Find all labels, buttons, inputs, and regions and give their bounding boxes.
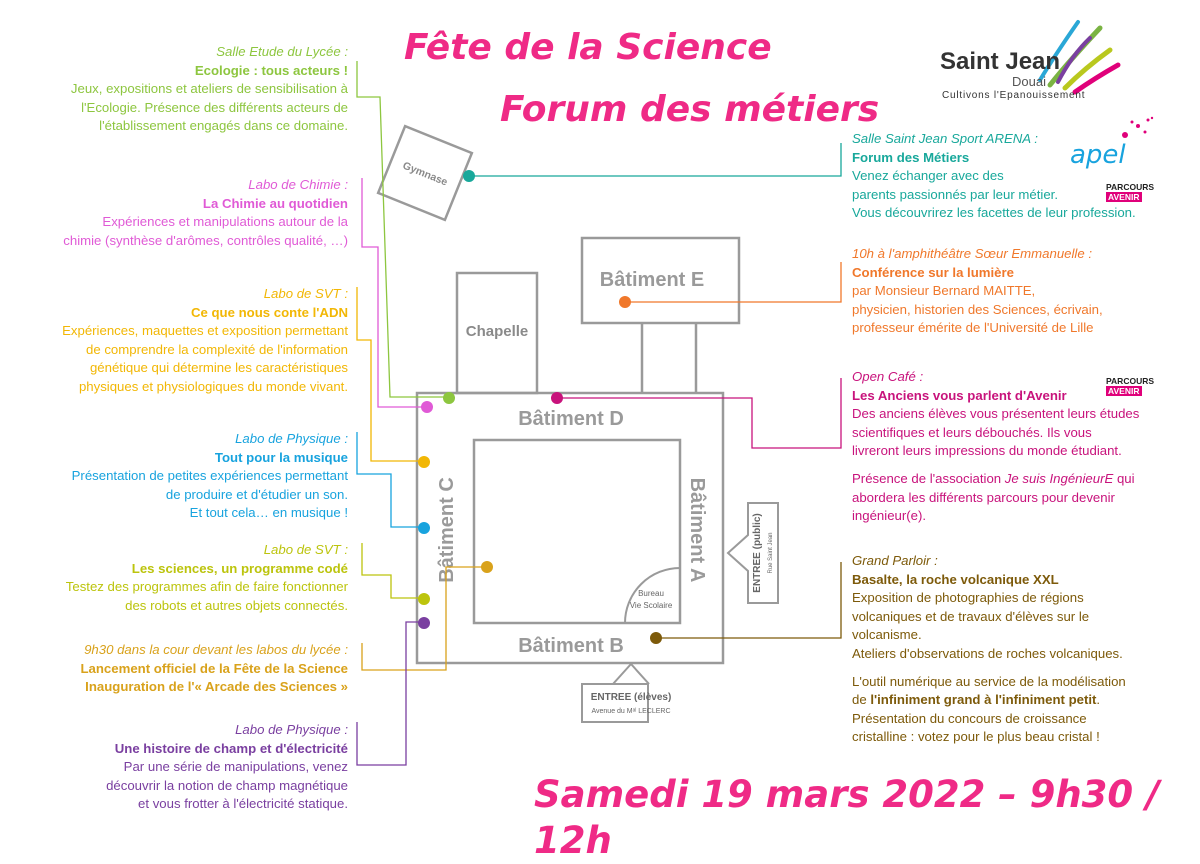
marker-forum (463, 170, 475, 182)
block-physique-champ-title: Une histoire de champ et d'électricité (114, 740, 348, 756)
block-physique-musique (72, 430, 348, 523)
connector-forum (469, 143, 841, 176)
connector-chimie (362, 178, 427, 407)
block-svt-adn-location: Labo de SVT : (263, 286, 348, 301)
block-conference-line: professeur émérite de l'Université de Lille (852, 320, 1094, 336)
marker-svt-adn (418, 456, 430, 468)
saint-jean-logo-name: Saint Jean (940, 48, 1061, 75)
block-svt-code-line: des robots et autres objets connectés. (125, 597, 348, 613)
block-ecologie-line: l'établissement engagés dans ce domaine. (99, 118, 348, 134)
block-open-cafe-location: Open Café : (852, 369, 924, 384)
block-svt-adn-title: Ce que nous conte l'ADN (190, 304, 348, 320)
block-ecologie (71, 43, 348, 136)
parcours-line2: AVENIR (1108, 192, 1140, 202)
date-banner: Samedi 19 mars 2022 – 9h30 / 12h (534, 773, 1160, 862)
block-chimie-line: Expériences et manipulations autour de la (102, 214, 348, 230)
block-ecologie-title: Ecologie : tous acteurs ! (194, 62, 348, 78)
chapelle-label: Chapelle (465, 323, 529, 340)
connector-physique-musique (357, 432, 423, 527)
block-conference-line: par Monsieur Bernard MAITTE, (852, 283, 1036, 299)
gymnase-label: Gymnase (400, 159, 450, 189)
marker-lancement (481, 561, 493, 573)
entree-eleves-label: ENTREE (élèves) (590, 692, 672, 703)
saint-jean-logo-tagline: Cultivons l'Epanouissement (942, 90, 1086, 101)
block-basalte-line: Présentation du concours de croissance (852, 710, 1087, 726)
block-open-cafe-line: ingénieur(e). (852, 508, 927, 524)
marker-basalte (650, 632, 662, 644)
block-basalte-line: Exposition de photographies de régions (852, 590, 1084, 606)
entree-public-label: ENTREE (public) (752, 513, 763, 593)
block-basalte-line: L'outil numérique au service de la modélisation (852, 673, 1126, 689)
parcours-line1-b: PARCOURS (1106, 376, 1155, 386)
block-chimie (63, 176, 348, 250)
bureau-label-1: Bureau (638, 589, 664, 598)
gymnase-building (378, 126, 472, 220)
block-basalte-line: volcanisme. (852, 627, 922, 643)
rue-label: Rue Saint Jean (768, 532, 774, 574)
marker-svt-code (418, 593, 430, 605)
marker-physique-champ (418, 617, 430, 629)
block-svt-adn-line: Expériences, maquettes et exposition permettant (62, 323, 348, 339)
block-forum-line: parents passionnés par leur métier. (852, 186, 1058, 202)
block-physique-champ-line: Par une série de manipulations, venez (123, 759, 348, 775)
block-basalte-location: Grand Parloir : (852, 553, 938, 568)
block-conference-title: Conférence sur la lumière (852, 264, 1014, 280)
block-basalte-line: volcaniques et de travaux d'élèves sur le (852, 608, 1090, 624)
block-open-cafe-line: abordera les différents parcours pour devenir (852, 489, 1115, 505)
block-chimie-title: La Chimie au quotidien (202, 195, 348, 211)
block-svt-adn-line: physiques et physiologiques du monde vivant. (78, 378, 348, 394)
parcours-line1: PARCOURS (1106, 182, 1155, 192)
block-physique-champ-line: et vous frotter à l'électricité statique. (138, 796, 348, 812)
block-lancement-title: Lancement officiel de la Fête de la Science (80, 660, 348, 676)
marker-chimie (421, 401, 433, 413)
block-svt-adn-line: de comprendre la complexité de l'information (85, 341, 348, 357)
block-forum-location: Salle Saint Jean Sport ARENA : (852, 131, 1038, 146)
block-basalte (852, 552, 1126, 747)
block-forum (852, 130, 1136, 223)
block-svt-code-location: Labo de SVT : (263, 542, 348, 557)
block-conference (852, 245, 1103, 338)
marker-physique-musique (418, 522, 430, 534)
infiniment-bold: l'infiniment grand à l'infiniment petit (870, 692, 1097, 708)
extra-pre: Présence de l'association (852, 470, 1005, 486)
block-physique-musique-title: Tout pour la musique (214, 449, 348, 465)
extra-post: qui (1113, 470, 1135, 486)
block-physique-musique-line: de produire et d'étudier un son. (165, 486, 348, 502)
bureau-label-2: Vie Scolaire (629, 601, 673, 610)
parcours-line2-b: AVENIR (1108, 386, 1140, 396)
block-chimie-location: Labo de Chimie : (248, 177, 348, 192)
main-title-line2: Forum des métiers (500, 89, 880, 130)
block-lancement-line: Inauguration de l'« Arcade des Sciences » (85, 679, 348, 695)
block-ecologie-line: l'Ecologie. Présence des différents acteurs de (81, 99, 348, 115)
marker-open-cafe (551, 392, 563, 404)
entree-eleves-arrow (582, 664, 671, 722)
extra-pre: de (852, 692, 871, 708)
block-svt-code-line: Testez des programmes afin de faire fonctionner (65, 579, 348, 595)
block-open-cafe (852, 368, 1139, 526)
block-open-cafe-line: livreront leurs impressions du monde étudiant. (852, 443, 1122, 459)
je-suis-ingenieure: Je suis IngénieurE (1004, 470, 1114, 486)
block-forum-line: Venez échanger avec des (852, 168, 1004, 184)
block-basalte-line: cristalline : votez pour le plus beau cristal ! (852, 729, 1100, 745)
block-basalte-extra (852, 691, 1126, 710)
block-physique-musique-line: Et tout cela… en musique ! (189, 505, 348, 521)
batiment-e-label: Bâtiment E (599, 269, 705, 291)
block-physique-musique-location: Labo de Physique : (235, 431, 348, 446)
saint-jean-logo-city: Douai (1012, 74, 1046, 89)
block-open-cafe-extra (852, 470, 1139, 489)
connector-physique-champ (357, 622, 423, 765)
entree-public-arrow (728, 503, 778, 603)
extra-post: . (1096, 692, 1101, 708)
block-chimie-line: chimie (synthèse d'arômes, contrôles qualité, …) (63, 232, 348, 248)
batiment-a-label: Bâtiment A (686, 477, 708, 583)
block-svt-code (66, 541, 348, 615)
batiment-c-label: Bâtiment C (436, 477, 458, 583)
block-basalte-line: Ateliers d'observations de roches volcaniques. (852, 645, 1123, 661)
apel-logo: apel (1070, 140, 1126, 170)
block-ecologie-line: Jeux, expositions et ateliers de sensibilisation à (70, 81, 348, 97)
main-title-line1: Fête de la Science (404, 27, 772, 68)
block-conference-location: 10h à l'amphithéâtre Sœur Emmanuelle : (852, 246, 1093, 261)
block-open-cafe-line: Des anciens élèves vous présentent leurs études (852, 406, 1140, 422)
block-physique-champ-line: découvrir la notion de champ magnétique (106, 777, 348, 793)
block-conference-line: physicien, historien des Sciences, écrivain, (852, 301, 1103, 317)
block-svt-adn (62, 285, 348, 397)
block-open-cafe-line: scientifiques et leurs débouchés. Ils vous (852, 424, 1092, 440)
block-basalte-title: Basalte, la roche volcanique XXL (852, 571, 1059, 587)
block-physique-champ-location: Labo de Physique : (235, 722, 348, 737)
avenue-label: Avenue du Mᵃˡ LECLERC (591, 708, 671, 715)
block-lancement (80, 641, 348, 697)
block-open-cafe-title: Les Anciens vous parlent d'Avenir (852, 387, 1067, 403)
connector-svt-adn (357, 287, 423, 461)
block-forum-title: Forum des Métiers (852, 149, 970, 165)
block-lancement-location: 9h30 dans la cour devant les labos du lycée : (84, 642, 348, 657)
marker-conference (619, 296, 631, 308)
batiment-d-label: Bâtiment D (518, 408, 624, 430)
block-svt-adn-line: génétique qui détermine les caractéristiques (89, 360, 348, 376)
block-physique-champ (106, 721, 348, 814)
marker-ecologie (443, 392, 455, 404)
connector-svt-code (362, 543, 423, 598)
block-forum-line: Vous découvrirez les facettes de leur profession. (852, 205, 1136, 221)
block-physique-musique-line: Présentation de petites expériences permettant (71, 468, 348, 484)
batiment-b-label: Bâtiment B (518, 635, 624, 657)
block-ecologie-location: Salle Etude du Lycée : (216, 44, 348, 59)
block-svt-code-title: Les sciences, un programme codé (131, 560, 348, 576)
